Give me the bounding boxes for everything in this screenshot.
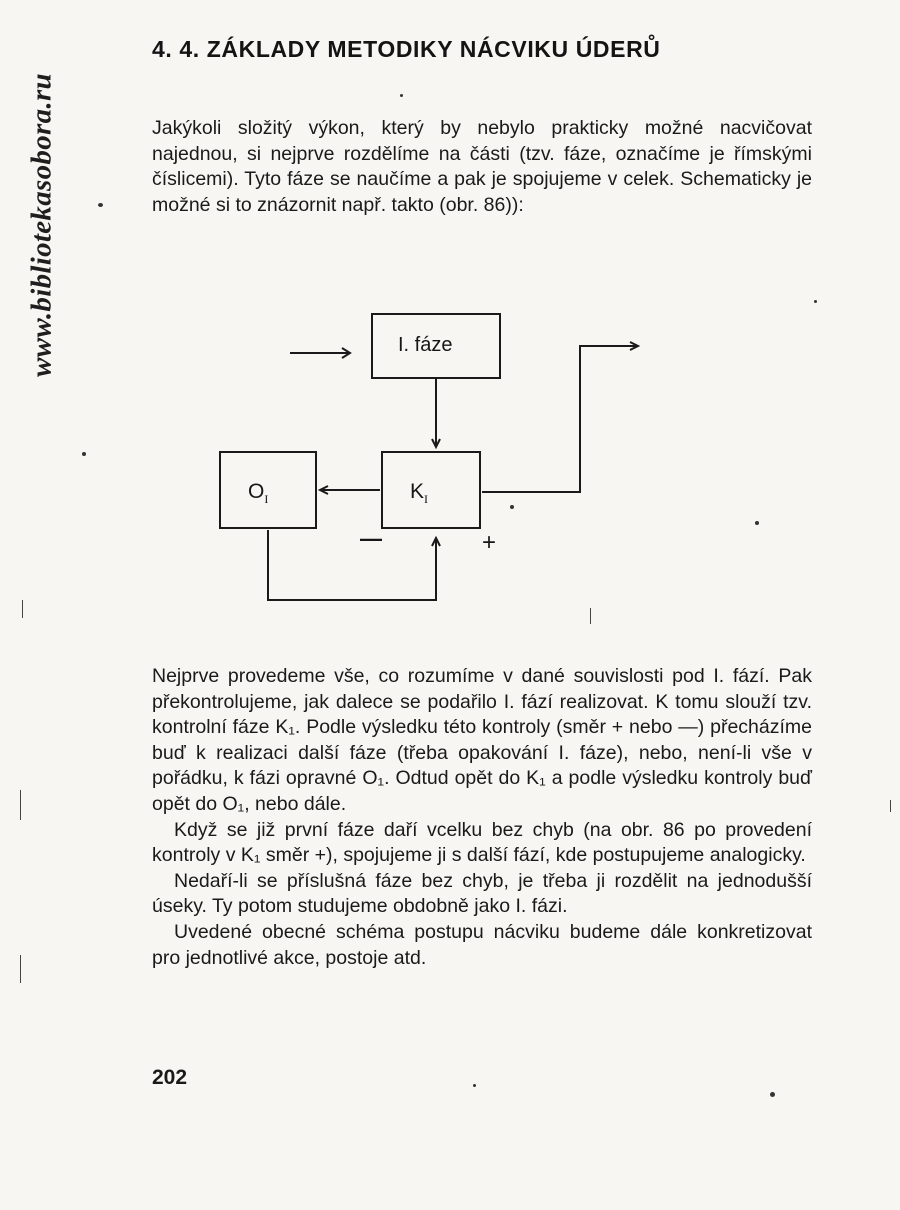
scan-speck xyxy=(98,203,103,207)
control-box-label xyxy=(410,480,428,506)
intro-paragraph: Jakýkoli složitý výkon, který by nebylo prakticky možné nacvičovat najednou, si nejprve rozdělíme na části (tzv. fáze, označíme je římskými číslicemi). Tyto fáze se naučíme a pak je spojujeme v celek. Schematicky je možné si to znázornit např. takto (obr. 86)): xyxy=(152,117,812,216)
scan-mark xyxy=(22,600,23,618)
plus-sign: + xyxy=(482,529,497,556)
section-heading: 4. 4. ZÁKLADY METODIKY NÁCVIKU ÚDERŮ xyxy=(152,36,661,62)
scan-speck xyxy=(814,300,817,303)
scan-speck xyxy=(510,505,514,509)
correction-box xyxy=(220,452,316,528)
paragraph-4: Uvedené obecné schéma postupu nácviku budeme dále konkretizovat pro jednotlivé akce, postoje atd. xyxy=(152,920,812,969)
scan-speck xyxy=(82,452,86,456)
correction-box-subscript: I xyxy=(264,492,269,506)
scan-speck xyxy=(755,521,759,525)
correction-box-label xyxy=(248,480,268,506)
correction-box-letter: O xyxy=(248,480,265,503)
watermark-text: www.bibliotekasobora.ru xyxy=(25,73,58,377)
scan-speck xyxy=(770,1092,775,1097)
scan-speck xyxy=(473,1084,476,1087)
intro-text xyxy=(152,116,812,218)
paragraph-2: Když se již první fáze daří vcelku bez chyb (na obr. 86 po provedení kontroly v K₁ směr +), spojujeme ji s další fází, kde postupujeme analogicky. xyxy=(152,818,812,867)
scan-speck xyxy=(400,94,403,97)
control-box xyxy=(382,452,480,528)
body-text xyxy=(152,664,812,971)
feedback-line xyxy=(268,530,436,600)
control-box-subscript: I xyxy=(424,492,429,506)
scan-mark xyxy=(20,955,21,983)
scan-mark xyxy=(590,608,591,624)
scan-mark xyxy=(890,800,891,812)
paragraph-3: Nedaří-li se příslušná fáze bez chyb, je třeba ji rozdělit na jednodušší úseky. Ty potom studujeme obdobně jako I. fázi. xyxy=(152,869,812,918)
minus-sign: — xyxy=(360,526,382,551)
paragraph-1: Nejprve provedeme vše, co rozumíme v dané souvislosti pod I. fází. Pak překontrolujeme, jak dalece se podařilo I. fází realizovat. K tomu slouží tzv. kontrolní fáze K₁. Podle výsledku této kontroly (směr + nebo —) přecházíme buď k realizaci další fáze (třeba opakování I. fáze), nebo, není-li vše v pořádku, k fázi opravné O₁. Odtud opět do K₁ a podle výsledku kontroly buď opět do O₁, nebo dále. xyxy=(152,665,812,815)
page-number: 202 xyxy=(152,1066,188,1089)
scan-mark xyxy=(20,790,21,820)
output-path xyxy=(482,346,638,492)
flow-diagram xyxy=(200,290,660,620)
phase-box-label: I. fáze xyxy=(398,334,453,356)
control-box-letter: K xyxy=(410,480,425,503)
